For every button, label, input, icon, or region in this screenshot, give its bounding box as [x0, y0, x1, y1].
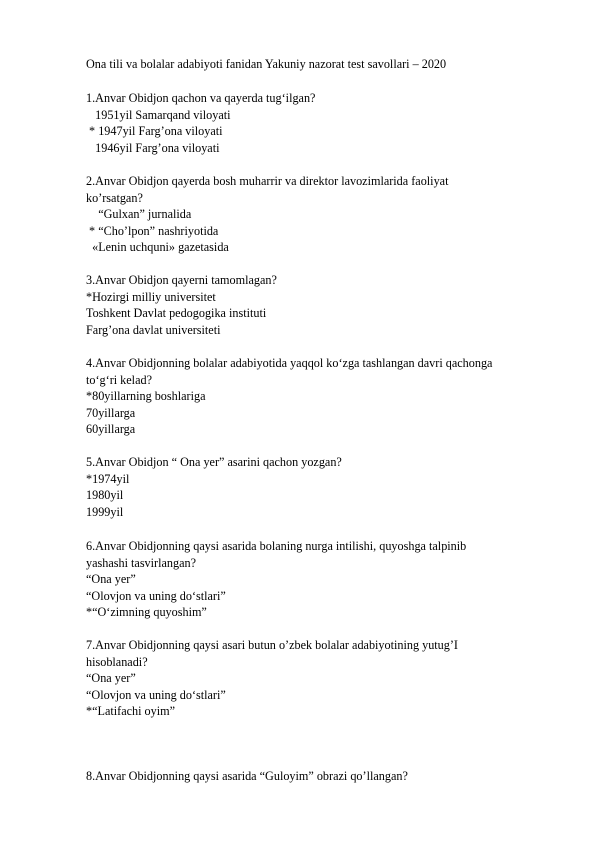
- answer-option: «Lenin uchquni» gazetasida: [86, 240, 229, 255]
- answer-option: * “Cho’lpon” nashriyotida: [86, 223, 219, 238]
- answer-option: “Olovjon va uning do‘stlari”: [86, 588, 226, 603]
- answer-option: Farg’ona davlat universiteti: [86, 322, 221, 337]
- question-text: to‘g‘ri kelad?: [86, 372, 152, 387]
- question-text: 3.Anvar Obidjon qayerni tamomlagan?: [86, 273, 277, 287]
- answer-option: 1980yil: [86, 488, 124, 503]
- answer-option: *1974yil: [86, 471, 130, 486]
- answer-option: “Ona yer”: [86, 572, 136, 587]
- answer-option: “Olovjon va uning do‘stlari”: [86, 687, 226, 702]
- answer-option: 1946yil Farg’ona viloyati: [86, 140, 220, 155]
- answer-option: 70yillarga: [86, 405, 136, 420]
- question-text: 5.Anvar Obidjon “ Ona yer” asarini qachon yozgan?: [86, 455, 342, 469]
- answer-option: * 1947yil Farg’ona viloyati: [86, 124, 223, 139]
- question-text: yashashi tasvirlangan?: [86, 555, 196, 570]
- question-text: ko’rsatgan?: [86, 190, 143, 205]
- answer-option: *“O‘zimning quyoshim”: [86, 605, 207, 620]
- answer-option: 1951yil Samarqand viloyati: [86, 107, 231, 122]
- answer-option: 60yillarga: [86, 422, 136, 437]
- question-text: 7.Anvar Obidjonning qaysi asari butun o’zbek bolalar adabiyotining yutug’I: [86, 638, 458, 652]
- answer-option: *Hozirgi milliy universitet: [86, 289, 216, 304]
- answer-option: *80yillarning boshlariga: [86, 389, 206, 404]
- question-text: 2.Anvar Obidjon qayerda bosh muharrir va direktor lavozimlarida faoliyat: [86, 174, 449, 188]
- question-text: 1.Anvar Obidjon qachon va qayerda tug‘ilgan?: [86, 91, 316, 105]
- question-text: 8.Anvar Obidjonning qaysi asarida “Guloyim” obrazi qo’llangan?: [86, 769, 408, 783]
- answer-option: Toshkent Davlat pedogogika instituti: [86, 306, 267, 321]
- answer-option: “Gulxan” jurnalida: [86, 207, 192, 222]
- page-title: Ona tili va bolalar adabiyoti fanidan Yakuniy nazorat test savollari – 2020: [86, 57, 447, 71]
- question-text: 4.Anvar Obidjonning bolalar adabiyotida yaqqol ko‘zga tashlangan davri qachonga: [86, 356, 493, 370]
- answer-option: *“Latifachi oyim”: [86, 704, 175, 719]
- answer-option: 1999yil: [86, 504, 124, 519]
- question-text: 6.Anvar Obidjonning qaysi asarida bolaning nurga intilishi, quyoshga talpinib: [86, 539, 467, 553]
- question-text: hisoblanadi?: [86, 654, 148, 669]
- answer-option: “Ona yer”: [86, 671, 136, 686]
